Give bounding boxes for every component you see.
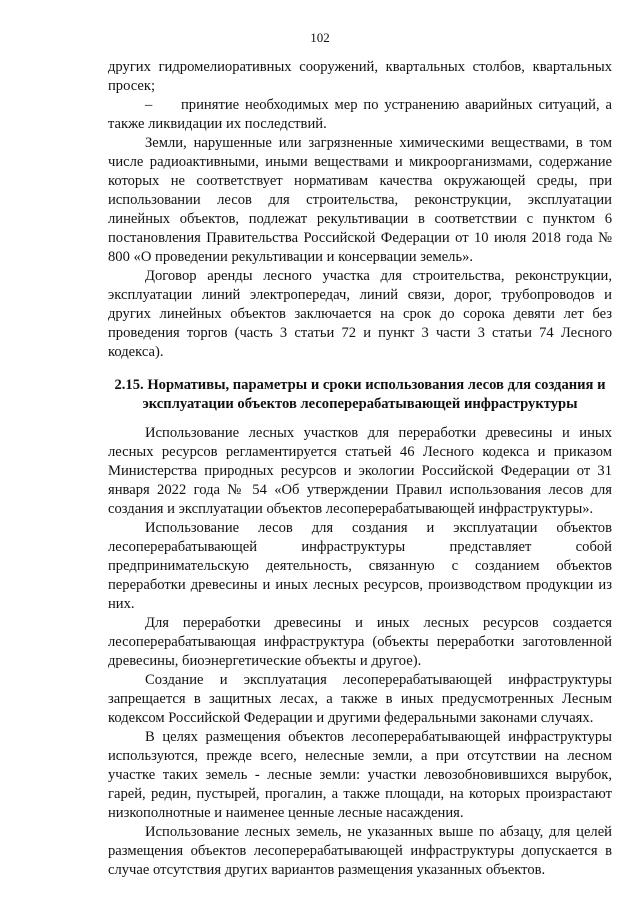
paragraph-land-reclamation: Земли, нарушенные или загрязненные химическими веществами, в том числе радиоактивными, иными веществами и микроорганизмами, содержание которых не соответствует нормативам качества окружающей среды, при использовании лесов для строительства, реконструкции, эксплуатации линейных объектов, подлежат рекультивации в соответствии с пунктом 6 постановления Правительства Российской Федерации от 10 июля 2018 года № 800 «О проведении рекультивации и консервации земель». xyxy=(108,135,612,265)
paragraph-regulation: Использование лесных участков для переработки древесины и иных лесных ресурсов регламентируется статьей 46 Лесного кодекса и приказом Министерства природных ресурсов и экологии Российской Федерации от 31 января 2022 года № 54 «Об утверждении Правил использования лесов для создания и эксплуатации объектов лесоперерабатывающей инфраструктуры». xyxy=(108,425,612,517)
paragraph-land-use: В целях размещения объектов лесоперерабатывающей инфраструктуры используются, прежде всего, нелесные земли, а при отсутствии на лесном участке таких земель - лесные земли: участки левозобновившихся вырубок, гарей, редин, пустырей, прогалин, а также площади, на которых произрастают низкополнотные и наименее ценные лесные насаждения. xyxy=(108,729,612,821)
bullet-dash: – xyxy=(145,97,153,113)
paragraph-forest-land: Использование лесных земель, не указанных выше по абзацу, для целей размещения объектов лесоперерабатывающей инфраструктуры допускается в случае отсутствия других вариантов размещения указанных объектов. xyxy=(108,824,612,878)
paragraph-continuation: других гидромелиоративных сооружений, квартальных столбов, квартальных просек; xyxy=(108,59,612,94)
page-number: 102 xyxy=(310,30,330,45)
section-heading: 2.15. Нормативы, параметры и сроки использования лесов для создания и эксплуатации объектов лесоперерабатывающей инфраструктуры xyxy=(114,377,606,412)
paragraph-business-activity: Использование лесов для создания и эксплуатации объектов лесоперерабатывающей инфраструктуры представляет собой предпринимательскую деятельность, связанную с созданием объектов переработки древесины и иных лесных ресурсов, производством продукции из них. xyxy=(108,520,612,612)
paragraph-prohibition: Создание и эксплуатация лесоперерабатывающей инфраструктуры запрещается в защитных лесах, а также в иных предусмотренных Лесным кодексом Российской Федерации и другими федеральными законами случаях. xyxy=(108,672,612,726)
paragraph-infrastructure: Для переработки древесины и иных лесных ресурсов создается лесоперерабатывающая инфраструктура (объекты переработки заготовленной древесины, биоэнергетические объекты и другое). xyxy=(108,615,612,669)
bullet-text: принятие необходимых мер по устранению аварийных ситуаций, а также ликвидации их последствий. xyxy=(108,97,612,132)
paragraph-lease-agreement: Договор аренды лесного участка для строительства, реконструкции, эксплуатации линий электропередач, линий связи, дорог, трубопроводов и других линейных объектов заключается на срок до сорока девяти лет без проведения торгов (часть 3 статьи 72 и пункт 3 части 3 статьи 74 Лесного кодекса). xyxy=(108,268,612,360)
bullet-item xyxy=(108,96,612,134)
document-body xyxy=(108,58,612,880)
